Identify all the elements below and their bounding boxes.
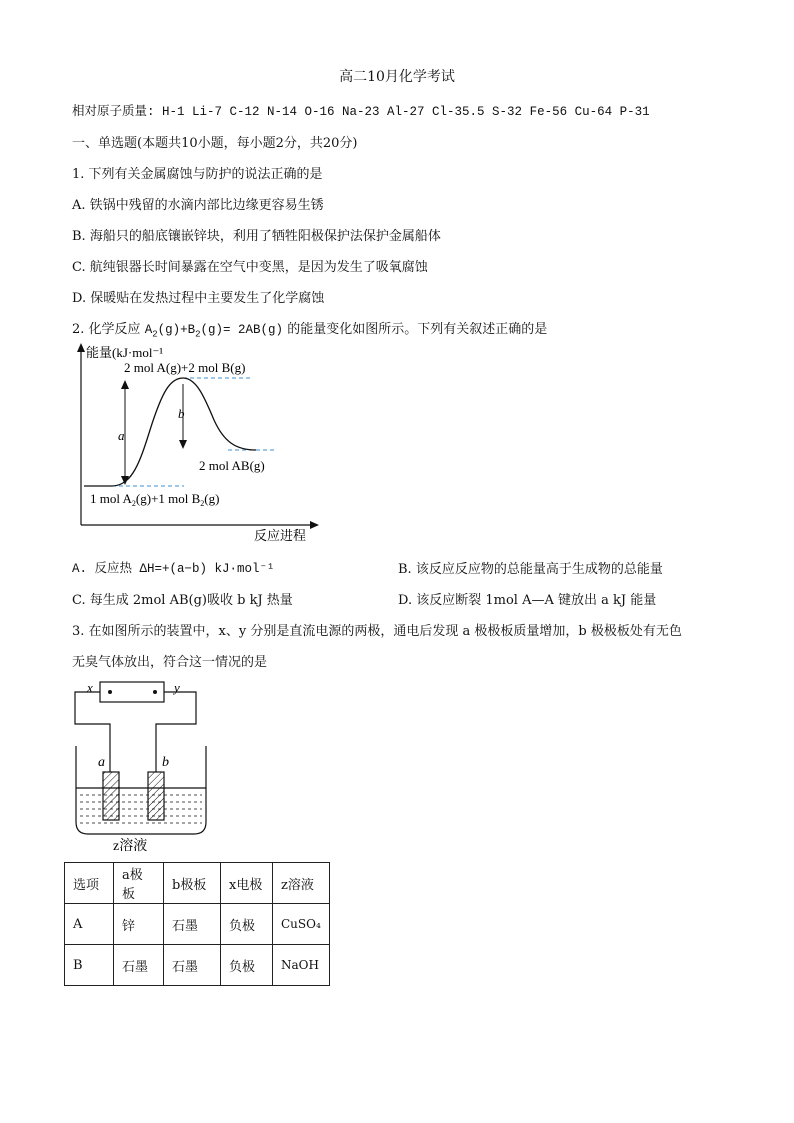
q2-stem: 2. 化学反应 $A_2(g)+B_2(g)= 2AB(g)$ 的能量变化如图所示。下列有关叙述正确的是 (72, 322, 548, 340)
reactant-label: 1 mol $A_2(g)+1$ mol $B_2(g)$ (90, 491, 220, 508)
label-a: a (98, 755, 105, 770)
table-row (65, 945, 330, 986)
table-header-cell: 选项 (65, 863, 114, 904)
top-level-label: 2 mol A(g)+2 mol B(g) (124, 360, 246, 375)
page-title: 高二10月化学考试 (339, 69, 455, 85)
table-cell: 石墨 (164, 904, 221, 945)
q2-option-c: C. 每生成 2mol AB(g)吸收 b kJ 热量 (72, 593, 293, 608)
arrow-b-head (179, 440, 187, 449)
x-axis-label: 反应进程 (254, 528, 307, 543)
product-label: 2 mol AB(g) (199, 458, 265, 473)
label-x: x (87, 680, 93, 695)
arrow-a-label: a (118, 428, 125, 443)
table-cell: B (65, 945, 114, 986)
q2-option-d: D. 该反应断裂 1mol A—A 键放出 a kJ 能量 (398, 593, 657, 608)
q1-option-a: A. 铁锅中残留的水滴内部比边缘更容易生锈 (72, 198, 324, 213)
table-header-cell: z溶液 (273, 863, 330, 904)
q3-stem-line1: 3. 在如图所示的装置中，x、y 分别是直流电源的两极，通电后发现 a 极极板质量增加，b 极极板处有无色 (72, 624, 682, 639)
q1-stem: 1. 下列有关金属腐蚀与防护的说法正确的是 (72, 167, 323, 182)
beaker (76, 746, 206, 834)
y-axis-arrow (77, 343, 85, 352)
solution-label: z溶液 (113, 839, 148, 854)
table-header-cell: a极板 (114, 863, 164, 904)
q1-option-d: D. 保暖贴在发热过程中主要发生了化学腐蚀 (72, 291, 325, 306)
table-header-row (65, 863, 330, 904)
table-cell: 负极 (221, 904, 273, 945)
table-cell: NaOH (273, 945, 330, 986)
table-cell: 负极 (221, 945, 273, 986)
table-header-cell: x电极 (221, 863, 273, 904)
label-y: y (174, 680, 180, 695)
atomic-masses: 相对原子质量: H-1 Li-7 C-12 N-14 O-16 Na-23 Al-27 Cl-35.5 S-32 Fe-56 Cu-64 P-31 (72, 105, 650, 119)
q1-option-b: B. 海船只的船底镶嵌锌块，利用了牺牲阳极保护法保护金属船体 (72, 229, 441, 244)
table-cell: CuSO₄ (273, 904, 330, 945)
table-row (65, 904, 330, 945)
x-axis-arrow (310, 521, 319, 529)
electrode-a (103, 772, 119, 820)
arrow-b-label: b (178, 406, 185, 421)
table-cell: 石墨 (164, 945, 221, 986)
terminal-y (153, 690, 157, 694)
table-cell: 锌 (114, 904, 164, 945)
solution-dashes (80, 795, 202, 823)
q2-equation: $A_2(g)+B_2(g)= 2AB(g)$ (144, 323, 284, 340)
label-b: b (162, 755, 169, 770)
section-heading: 一、单选题(本题共10小题，每小题2分，共20分) (72, 136, 358, 151)
terminal-x (108, 690, 112, 694)
arrow-a-head-top (121, 380, 129, 389)
electrode-b (148, 772, 164, 820)
y-axis-label: 能量(kJ·mol⁻¹ (86, 345, 164, 360)
table-cell: A (65, 904, 114, 945)
q2-option-b: B. 该反应反应物的总能量高于生成物的总能量 (398, 562, 663, 577)
q1-option-c: C. 航纯银器长时间暴露在空气中变黑，是因为发生了吸氧腐蚀 (72, 260, 428, 275)
table-cell: 石墨 (114, 945, 164, 986)
table-header-cell: b极板 (164, 863, 221, 904)
q3-options-table (64, 862, 330, 986)
q2-option-a: A. 反应热 ΔH=+(a−b) kJ·mol⁻¹ (72, 562, 275, 576)
q3-stem-line2: 无臭气体放出，符合这一情况的是 (72, 655, 268, 670)
